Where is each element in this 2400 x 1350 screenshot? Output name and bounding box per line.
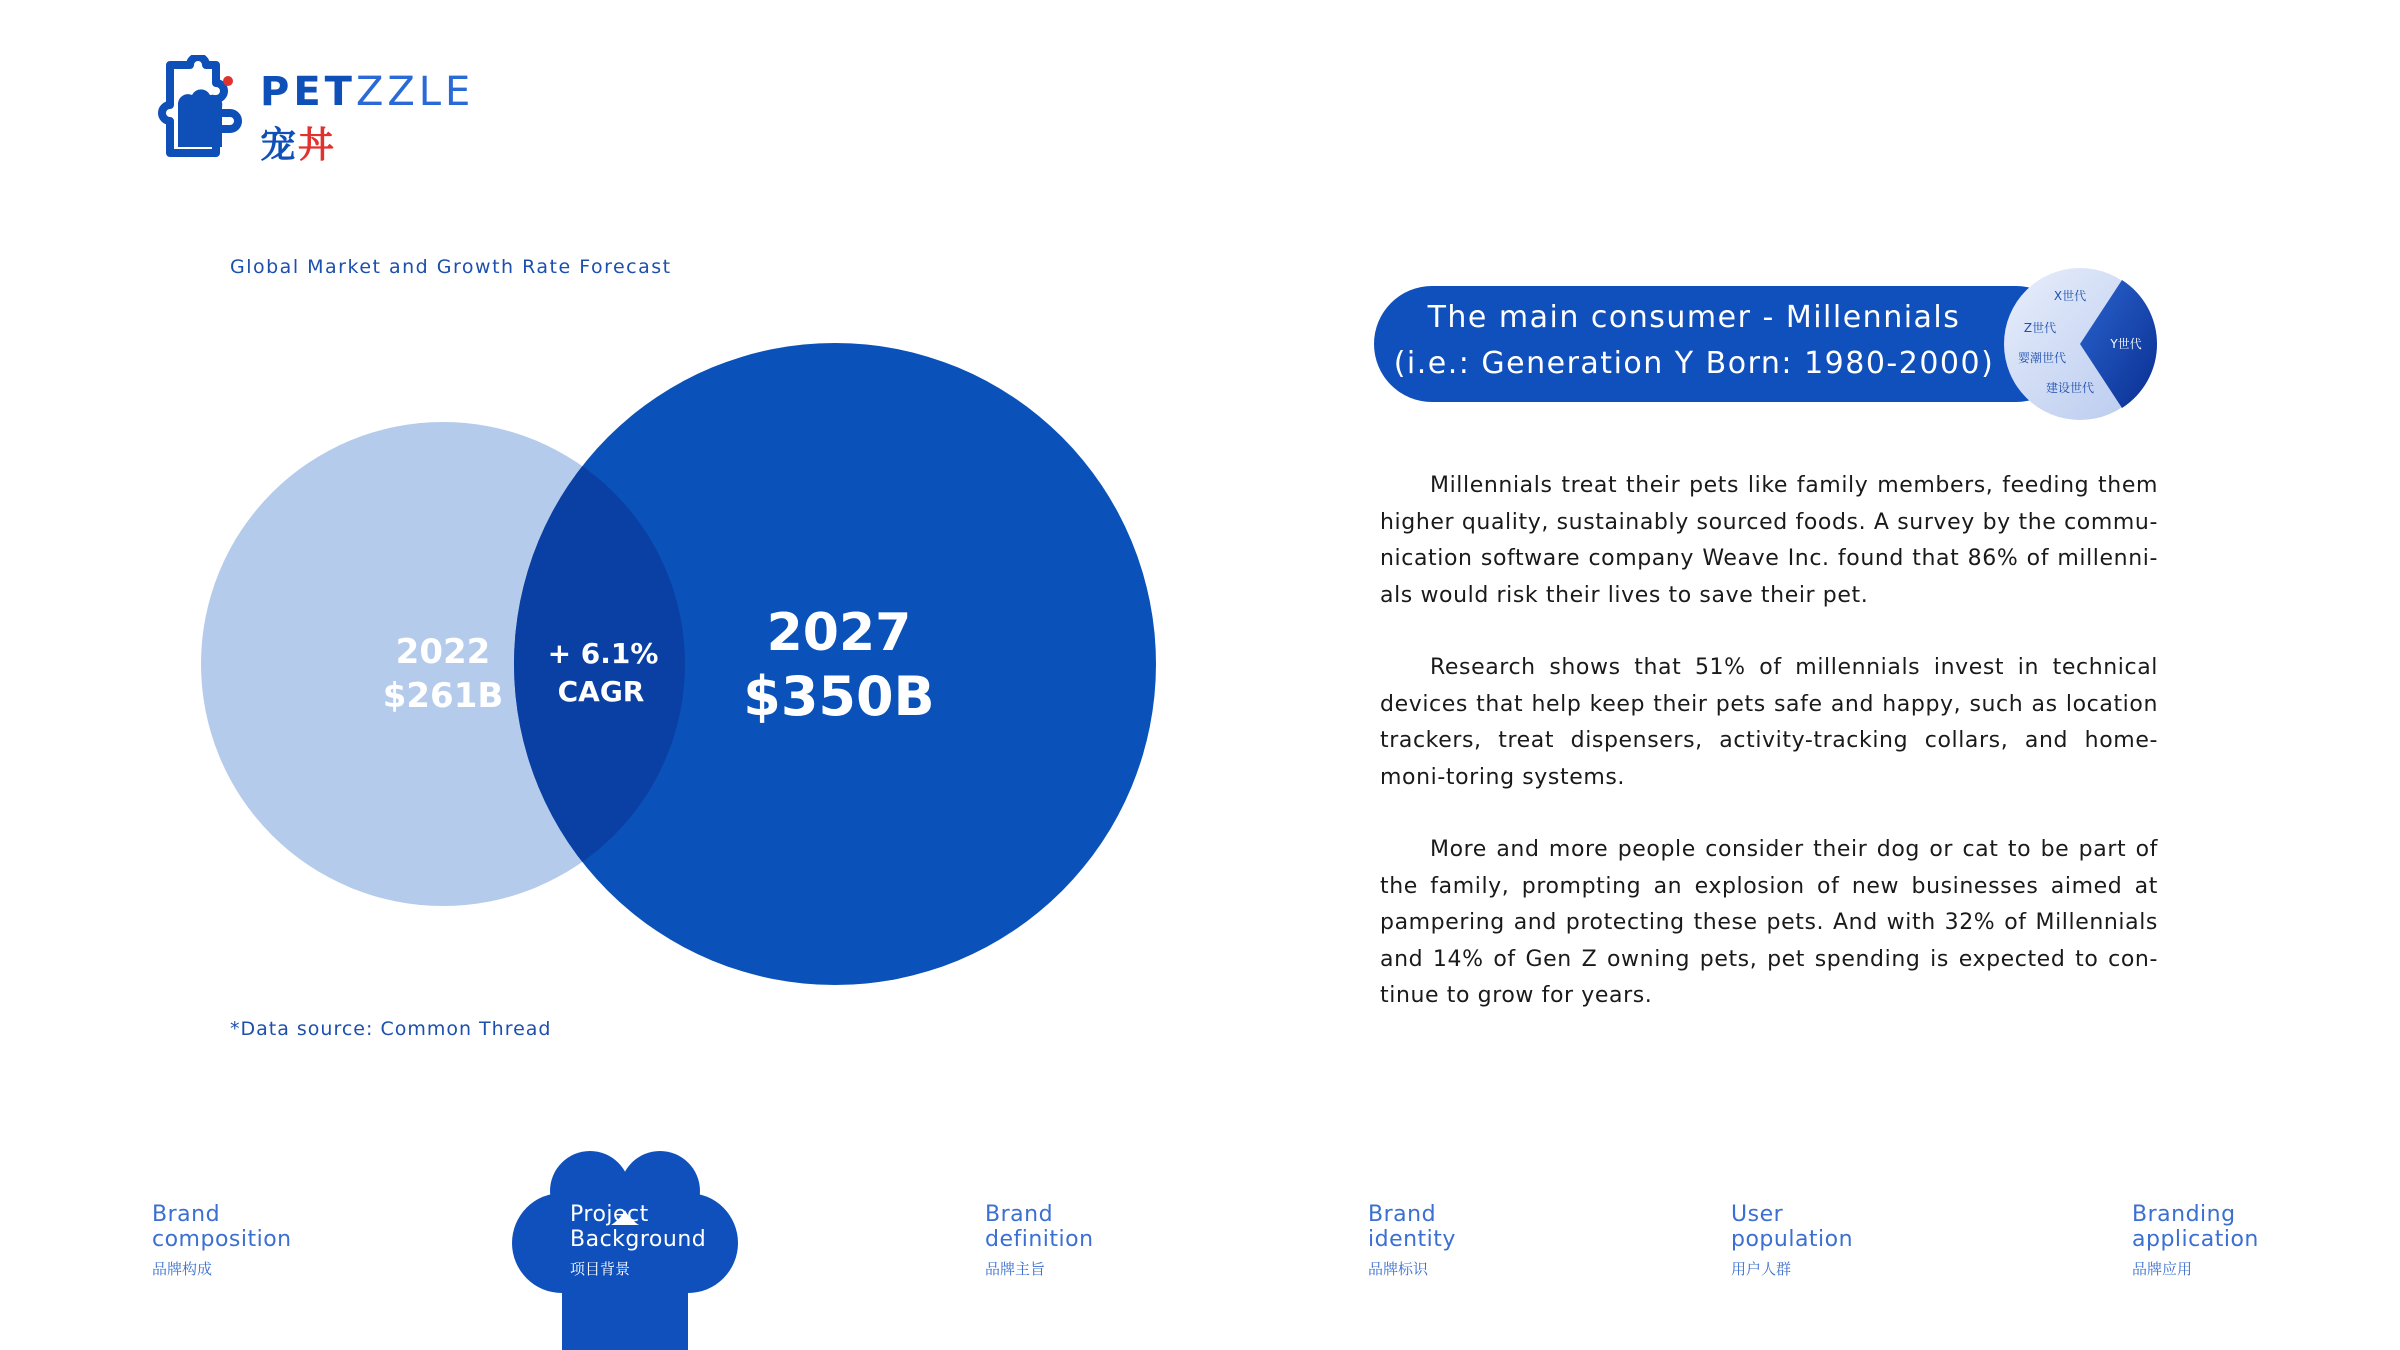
paragraph-pet-spending: More and more people consider their dog or cat to be part of the family, prompting an explosion of new businesses aimed at pampering and protecting these pets. And with 32% of Millennials and 14% of Gen Z owning pets, pet spending is expected to con-tinue to grow for years. — [1380, 837, 2158, 1008]
nav-user-population[interactable] — [1731, 1202, 1853, 1279]
brand-logo — [150, 55, 475, 166]
consumer-header-line1: The main consumer - Millennials — [1427, 300, 1961, 335]
nav-label-en: Brand — [985, 1202, 1054, 1227]
nav-label-cn: 用户人群 — [1731, 1260, 1792, 1278]
chart-title: Global Market and Growth Rate Forecast — [230, 256, 672, 278]
gen-z-label: Z世代 — [2023, 321, 2057, 335]
nav-label-en: application — [2132, 1227, 2259, 1252]
gen-x-label: X世代 — [2053, 289, 2087, 303]
gen-trend-label: 婴潮世代 — [2017, 351, 2067, 365]
nav-label-cn: 项目背景 — [570, 1260, 631, 1278]
nav-label-en: definition — [985, 1227, 1094, 1252]
consumer-header-line2: (i.e.: Generation Y Born: 1980-2000) — [1393, 346, 1995, 381]
gen-build-label: 建设世代 — [2045, 381, 2095, 395]
market-venn-chart — [180, 330, 1170, 1010]
label-cagr: CAGR — [557, 675, 645, 708]
brand-name-en: PETZZLE — [260, 69, 475, 115]
nav-label-en: Brand — [1368, 1202, 1437, 1227]
nav-label-cn: 品牌应用 — [2132, 1260, 2193, 1278]
nav-branding-application[interactable] — [2132, 1202, 2259, 1279]
label-2027-value: $350B — [743, 665, 935, 728]
paw-puzzle-icon — [150, 55, 246, 159]
nav-label-cn: 品牌标识 — [1368, 1260, 1429, 1278]
nav-project-background[interactable] — [570, 1202, 706, 1279]
nav-label-en: Project — [570, 1202, 649, 1227]
label-2022-year: 2022 — [395, 632, 491, 672]
nav-label-en: identity — [1368, 1227, 1456, 1252]
brand-name-cn: 宠丼 — [260, 125, 337, 166]
nav-label-en: Background — [570, 1227, 707, 1252]
nav-brand-identity[interactable] — [1368, 1202, 1456, 1279]
nav-label-en: User — [1731, 1202, 1784, 1227]
nav-label-en: Branding — [2132, 1202, 2236, 1227]
nav-label-en: Brand — [152, 1202, 221, 1227]
nav-label-en: population — [1731, 1227, 1854, 1252]
nav-brand-definition[interactable] — [985, 1202, 1094, 1279]
gen-y-label: Y世代 — [2110, 337, 2142, 351]
label-growth: + 6.1% — [547, 637, 659, 670]
label-2027-year: 2027 — [766, 603, 912, 663]
paragraph-tech-devices: Research shows that 51% of millennials invest in technical devices that help keep their pets safe and happy, such as location trackers, treat dispensers, activity-tracking collars, and home-moni-toring systems. — [1380, 655, 2158, 790]
data-source-note: *Data source: Common Thread — [230, 1018, 552, 1040]
nav-label-en: composition — [152, 1227, 292, 1252]
nav-brand-composition[interactable] — [152, 1202, 292, 1279]
generation-pie-icon — [1996, 266, 2164, 422]
label-2022-value: $261B — [382, 676, 504, 716]
paragraph-millennials-family: Millennials treat their pets like family members, feeding them higher quality, sustainably sourced foods. A survey by the commu-nication software company Weave Inc. found that 86% of millenni-als would risk their lives to save their pet. — [1380, 473, 2158, 608]
nav-label-cn: 品牌主旨 — [985, 1260, 1046, 1278]
nav-label-cn: 品牌构成 — [152, 1260, 213, 1278]
